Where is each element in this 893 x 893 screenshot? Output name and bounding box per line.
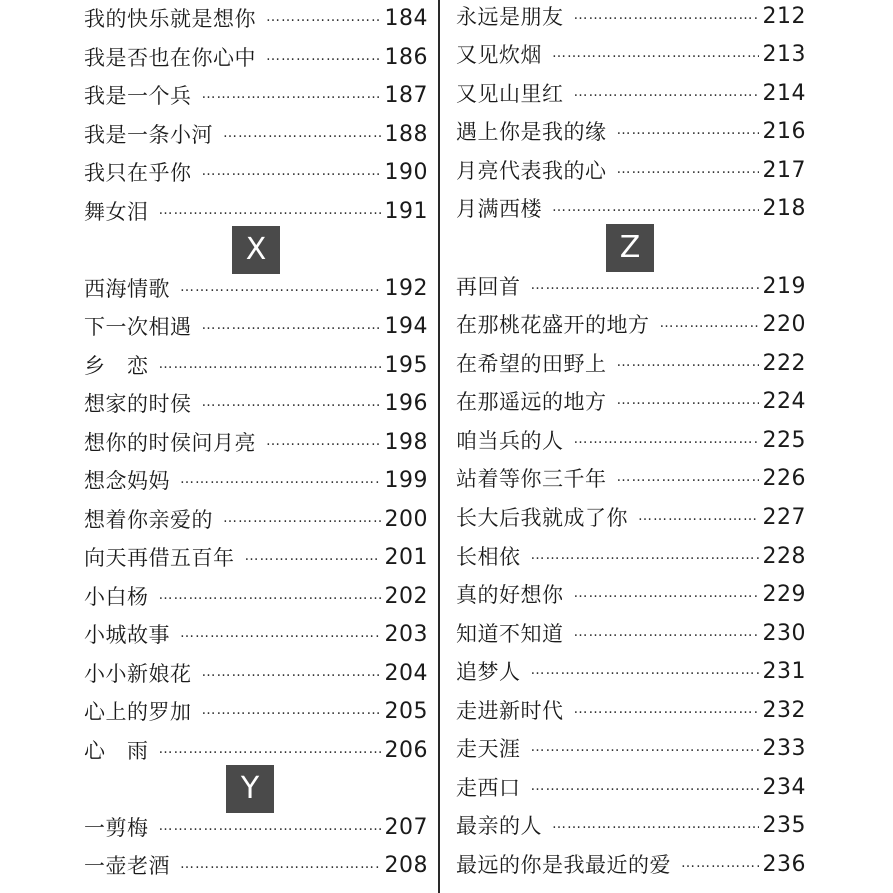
toc-entry-title: 永远是朋友	[456, 5, 564, 29]
dot-leader	[638, 501, 759, 531]
toc-entry	[456, 811, 806, 841]
dot-leader	[552, 192, 759, 222]
toc-entry-title: 一壶老酒	[84, 854, 170, 878]
dot-leader	[266, 2, 381, 32]
toc-entry-title: 在那桃花盛开的地方	[456, 313, 650, 337]
toc-entry-title: 遇上你是我的缘	[456, 120, 607, 144]
toc-entry-title: 最亲的人	[456, 814, 542, 838]
toc-entry-page: 232	[762, 698, 806, 723]
toc-entry-title: 月满西楼	[456, 197, 542, 221]
dot-leader	[180, 849, 381, 879]
toc-entry-title: 心上的罗加	[84, 700, 192, 724]
toc-entry	[84, 312, 428, 342]
toc-entry-page: 204	[384, 661, 428, 686]
toc-entry-title: 走天涯	[456, 737, 521, 761]
dot-leader	[266, 426, 381, 456]
toc-entry	[84, 43, 428, 73]
dot-leader	[159, 580, 381, 610]
dot-leader	[681, 848, 759, 878]
toc-entry	[84, 389, 428, 419]
dot-leader	[202, 310, 381, 340]
dot-leader	[617, 347, 759, 377]
toc-entry-page: 219	[762, 274, 806, 299]
dot-leader	[660, 308, 759, 338]
toc-entry-title: 小白杨	[84, 585, 149, 609]
toc-entry	[84, 274, 428, 304]
toc-entry-title: 想念妈妈	[84, 469, 170, 493]
toc-entry-page: 217	[762, 158, 806, 183]
toc-entry-page: 186	[384, 45, 428, 70]
toc-entry-page: 199	[384, 468, 428, 493]
toc-entry	[456, 310, 806, 340]
dot-leader	[202, 387, 381, 417]
toc-entry-title: 知道不知道	[456, 622, 564, 646]
section-letter-x: X	[232, 226, 280, 274]
toc-entry	[84, 620, 428, 650]
dot-leader	[531, 771, 759, 801]
toc-entry	[456, 194, 806, 224]
toc-entry-page: 187	[384, 83, 428, 108]
toc-entry-page: 233	[762, 736, 806, 761]
dot-leader	[202, 657, 381, 687]
dot-leader	[574, 617, 759, 647]
dot-leader	[180, 272, 381, 302]
toc-entry-page: 195	[384, 353, 428, 378]
toc-entry	[456, 79, 806, 109]
dot-leader	[223, 503, 381, 533]
toc-entry-page: 218	[762, 196, 806, 221]
dot-leader	[180, 464, 381, 494]
dot-leader	[574, 0, 759, 30]
toc-entry-title: 我是一个兵	[84, 84, 192, 108]
toc-entry-page: 196	[384, 391, 428, 416]
toc-entry-title: 真的好想你	[456, 583, 564, 607]
dot-leader	[266, 41, 381, 71]
toc-entry-title: 再回首	[456, 275, 521, 299]
toc-entry-page: 222	[762, 351, 806, 376]
dot-leader	[202, 79, 381, 109]
dot-leader	[574, 694, 759, 724]
toc-entry-title: 长相依	[456, 545, 521, 569]
toc-entry-page: 230	[762, 621, 806, 646]
toc-entry-page: 206	[384, 738, 428, 763]
dot-leader	[617, 154, 759, 184]
column-divider	[438, 0, 440, 893]
dot-leader	[574, 424, 759, 454]
toc-entry	[84, 81, 428, 111]
toc-entry-title: 在希望的田野上	[456, 352, 607, 376]
dot-leader	[617, 385, 759, 415]
toc-entry-page: 205	[384, 699, 428, 724]
section-letter-z: Z	[606, 224, 654, 272]
toc-entry	[84, 466, 428, 496]
dot-leader	[159, 734, 381, 764]
dot-leader	[180, 618, 381, 648]
toc-entry	[456, 40, 806, 70]
dot-leader	[552, 38, 759, 68]
toc-entry-title: 咱当兵的人	[456, 429, 564, 453]
toc-entry-page: 208	[384, 853, 428, 878]
dot-leader	[617, 115, 759, 145]
dot-leader	[245, 541, 381, 571]
toc-entry	[456, 734, 806, 764]
toc-entry	[456, 696, 806, 726]
dot-leader	[574, 578, 759, 608]
toc-entry	[456, 542, 806, 572]
toc-entry-page: 203	[384, 622, 428, 647]
toc-entry-title: 站着等你三千年	[456, 467, 607, 491]
toc-entry-title: 舞女泪	[84, 200, 149, 224]
toc-entry-title: 我只在乎你	[84, 161, 192, 185]
toc-entry-title: 长大后我就成了你	[456, 506, 628, 530]
toc-entry	[84, 697, 428, 727]
toc-entry-title: 走西口	[456, 776, 521, 800]
toc-entry	[84, 851, 428, 881]
toc-entry	[456, 2, 806, 32]
toc-entry-title: 下一次相遇	[84, 315, 192, 339]
toc-entry	[84, 505, 428, 535]
toc-entry-page: 216	[762, 119, 806, 144]
toc-entry	[84, 659, 428, 689]
toc-entry-title: 我是一条小河	[84, 123, 213, 147]
toc-entry-title: 一剪梅	[84, 816, 149, 840]
toc-entry	[456, 426, 806, 456]
dot-leader	[159, 811, 381, 841]
toc-entry-page: 190	[384, 160, 428, 185]
toc-entry-page: 212	[762, 4, 806, 29]
toc-entry-page: 220	[762, 312, 806, 337]
toc-entry	[456, 773, 806, 803]
toc-entry	[456, 619, 806, 649]
toc-entry-page: 202	[384, 584, 428, 609]
toc-entry-title: 走进新时代	[456, 699, 564, 723]
toc-entry-title: 小小新娘花	[84, 662, 192, 686]
toc-entry-page: 226	[762, 466, 806, 491]
dot-leader	[531, 655, 759, 685]
toc-entry-title: 向天再借五百年	[84, 546, 235, 570]
toc-entry-title: 又见炊烟	[456, 43, 542, 67]
toc-entry	[84, 4, 428, 34]
toc-entry-page: 194	[384, 314, 428, 339]
toc-entry	[84, 736, 428, 766]
toc-entry-title: 在那遥远的地方	[456, 390, 607, 414]
toc-entry-page: 191	[384, 199, 428, 224]
toc-entry-page: 224	[762, 389, 806, 414]
toc-entry	[456, 156, 806, 186]
dot-leader	[531, 270, 759, 300]
toc-entry-title: 西海情歌	[84, 277, 170, 301]
dot-leader	[159, 349, 381, 379]
toc-entry-page: 235	[762, 813, 806, 838]
dot-leader	[617, 462, 759, 492]
toc-entry	[84, 158, 428, 188]
toc-entry-page: 198	[384, 430, 428, 455]
toc-entry	[84, 428, 428, 458]
toc-entry-title: 心 雨	[84, 739, 149, 763]
dot-leader	[223, 118, 381, 148]
toc-entry-page: 201	[384, 545, 428, 570]
toc-entry-title: 月亮代表我的心	[456, 159, 607, 183]
toc-entry	[456, 850, 806, 880]
toc-entry-title: 想家的时侯	[84, 392, 192, 416]
toc-entry-page: 188	[384, 122, 428, 147]
toc-entry-title: 又见山里红	[456, 82, 564, 106]
dot-leader	[552, 809, 759, 839]
toc-entry-page: 184	[384, 6, 428, 31]
toc-entry-page: 229	[762, 582, 806, 607]
toc-entry	[84, 351, 428, 381]
dot-leader	[159, 195, 381, 225]
toc-entry-page: 207	[384, 815, 428, 840]
section-letter-y: Y	[226, 765, 274, 813]
toc-entry-title: 最远的你是我最近的爱	[456, 853, 671, 877]
dot-leader	[202, 695, 381, 725]
toc-entry	[456, 117, 806, 147]
dot-leader	[531, 540, 759, 570]
toc-entry	[456, 387, 806, 417]
toc-entry-title: 追梦人	[456, 660, 521, 684]
toc-entry	[456, 272, 806, 302]
toc-entry	[456, 580, 806, 610]
toc-entry-page: 227	[762, 505, 806, 530]
toc-entry	[84, 813, 428, 843]
dot-leader	[202, 156, 381, 186]
toc-entry-title: 小城故事	[84, 623, 170, 647]
toc-entry	[84, 543, 428, 573]
toc-entry	[84, 120, 428, 150]
dot-leader	[531, 732, 759, 762]
toc-entry-page: 228	[762, 544, 806, 569]
toc-entry	[84, 582, 428, 612]
toc-entry-page: 200	[384, 507, 428, 532]
toc-entry-page: 214	[762, 81, 806, 106]
toc-entry	[84, 197, 428, 227]
toc-entry	[456, 657, 806, 687]
toc-entry	[456, 503, 806, 533]
toc-entry-page: 225	[762, 428, 806, 453]
toc-entry-page: 236	[762, 852, 806, 877]
toc-entry	[456, 349, 806, 379]
toc-entry-title: 乡 恋	[84, 354, 149, 378]
toc-entry-page: 192	[384, 276, 428, 301]
toc-entry-title: 想着你亲爱的	[84, 508, 213, 532]
toc-entry	[456, 464, 806, 494]
toc-entry-title: 我的快乐就是想你	[84, 7, 256, 31]
toc-entry-title: 想你的时侯问月亮	[84, 431, 256, 455]
toc-entry-page: 231	[762, 659, 806, 684]
toc-entry-page: 213	[762, 42, 806, 67]
toc-entry-page: 234	[762, 775, 806, 800]
toc-entry-title: 我是否也在你心中	[84, 46, 256, 70]
dot-leader	[574, 77, 759, 107]
